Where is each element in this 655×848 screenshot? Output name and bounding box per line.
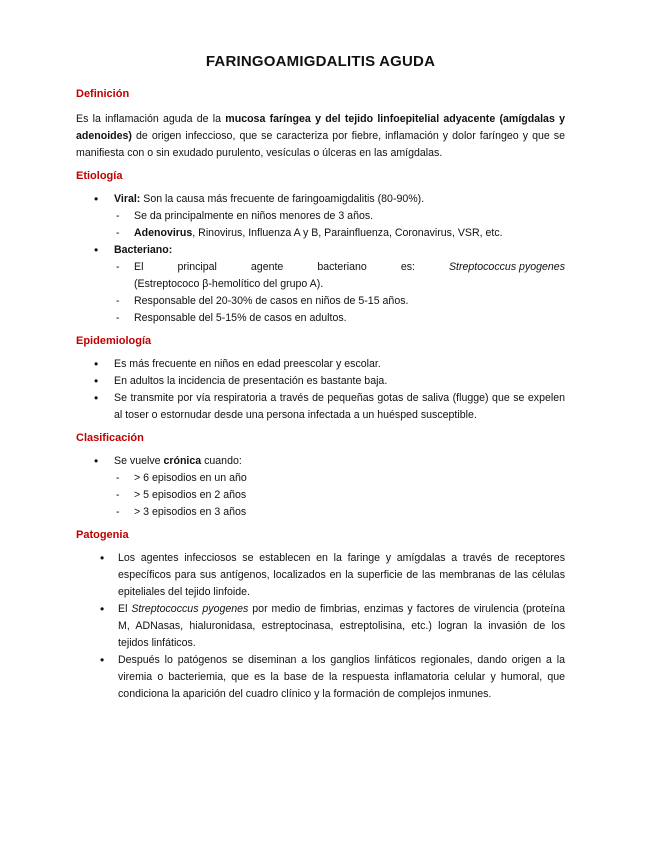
clasificacion-sub: - > 6 episodios en un año [114,470,565,487]
etiologia-list [76,191,565,327]
clasificacion-sublist [114,470,565,521]
clasificacion-text-2: cuando: [201,455,242,467]
epidemiologia-list [76,356,565,424]
adenovirus-bold: Adenovirus [134,227,193,239]
streptococcus-italic: Streptococcus pyogenes [131,603,249,615]
document-title: FARINGOAMIGDALITIS AGUDA [205,53,436,70]
patogenia-item-1: • Los agentes infecciosos se establecen en la faringe y amígdalas a través de receptores específicos para sus antígenos, localizados en la superficie de las membranas de las células epiteliales del tejido linfoide. [76,550,565,601]
patogenia-item-2-pre: El [118,603,132,615]
bacteriano-label: Bacteriano: [114,244,173,256]
bacteriano-sub-1-line-2: (Estreptococo β-hemolítico del grupo A). [134,278,324,290]
bacteriano-sub-1 [114,259,565,293]
viral-sub-2 [114,225,565,242]
document-page [76,52,565,703]
etiologia-viral-item [76,191,565,242]
bact-word: principal [177,261,217,273]
bacteriano-sub-1-line-1 [134,259,565,276]
patogenia-item-2-post: por medio de fimbrias, enzimas y factores de virulencia (proteína M, ADNasas, hialuronidasa, estreptocinasa, estreptolisina, etc.) logran la invasión de los tejidos linfáticos. [118,603,565,649]
viral-sub-1: - Se da principalmente en niños menores de 3 años. [114,208,565,225]
viral-sub-2-text: , Rinovirus, Influenza A y B, Parainfluenza, Coronavirus, VSR, etc. [192,227,503,239]
epidemiologia-item: • En adultos la incidencia de presentación es bastante baja. [76,373,565,390]
clasificacion-text-1: Se vuelve [114,455,164,467]
epidemiologia-item: • Es más frecuente en niños en edad preescolar y escolar. [76,356,565,373]
clasificacion-sub: - > 3 episodios en 3 años [114,504,565,521]
viral-text: Son la causa más frecuente de faringoamigdalitis (80-90%). [140,193,425,205]
clasificacion-sub: - > 5 episodios en 2 años [114,487,565,504]
streptococcus-italic: Streptococcus pyogenes [448,261,565,273]
patogenia-list [76,550,565,703]
definicion-text-1: Es la inflamación aguda de la [76,113,226,125]
clasificacion-list [76,453,565,521]
epidemiologia-item: • Se transmite por vía respiratoria a través de pequeñas gotas de saliva (flugge) que se expelen al toser o estornudar desde una persona infectada a un huésped susceptible. [76,390,565,424]
definicion-bold: mucosa faríngea y del tejido linfoepitelial adyacente (amígdalas y adenoides) [76,113,565,142]
bact-word: agente [250,261,284,273]
heading-clasificacion: Clasificación [76,432,144,444]
bact-word: - El [134,261,144,273]
heading-definicion: Definición [76,88,130,100]
viral-label: Viral: [114,193,141,205]
bact-word: bacteriano [317,261,367,273]
clasificacion-item [76,453,565,521]
bact-word: es: [400,261,415,273]
etiologia-bacteriano-item [76,242,565,327]
heading-epidemiologia: Epidemiología [76,335,152,347]
definicion-paragraph [76,111,565,162]
patogenia-item-3: • Después lo patógenos se diseminan a los ganglios linfáticos regionales, dando origen a la viremia o bacteriemia, que es la base de la respuesta inflamatoria celular y humoral, que condiciona la aparición del cuadro clínico y la formación de complejos inmunes. [76,652,565,703]
cronica-bold: crónica [163,455,202,467]
definicion-text-2: de origen infeccioso, que se caracteriza por fiebre, inflamación y dolor faríngeo y que se manifiesta con o sin exudado purulento, vesículas o úlceras en las amígdalas. [76,130,565,159]
viral-sublist [114,208,565,242]
patogenia-item-2 [76,601,565,652]
heading-patogenia: Patogenia [76,529,129,541]
bacteriano-sublist [114,259,565,327]
bacteriano-sub-2: - Responsable del 20-30% de casos en niños de 5-15 años. [114,293,565,310]
heading-etiologia: Etiología [76,170,123,182]
bacteriano-sub-3: - Responsable del 5-15% de casos en adultos. [114,310,565,327]
